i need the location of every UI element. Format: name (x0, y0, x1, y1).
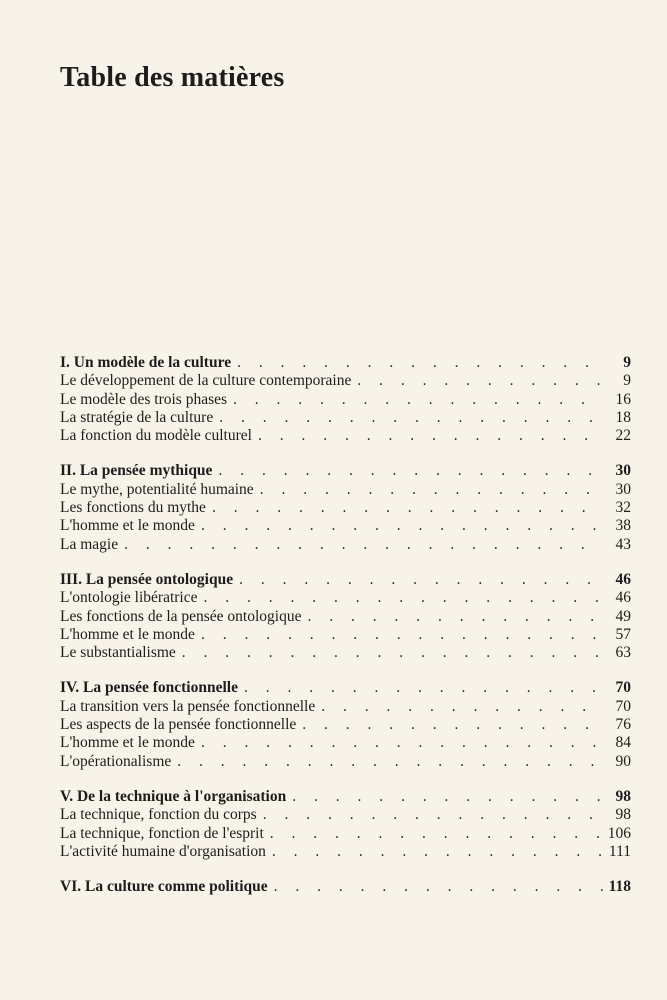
toc-entry[interactable] (60, 644, 631, 662)
toc-page-number: 57 (615, 625, 631, 643)
dot-leader (118, 536, 603, 554)
toc-page-number: 46 (615, 570, 631, 588)
toc-entry-title: Le mythe, potentialité humaine (60, 480, 254, 498)
toc-page-number: 111 (608, 842, 631, 860)
toc-entry-title: La fonction du modèle culturel (60, 427, 252, 445)
toc-page-number: 98 (615, 806, 631, 824)
toc-entry-title: La magie (60, 535, 119, 553)
toc-entry-title: Le modèle des trois phases (60, 390, 228, 408)
toc-entry-title: Le développement de la culture contemporaine (60, 372, 352, 390)
toc-page-number: 70 (615, 697, 631, 715)
dot-leader (195, 734, 603, 752)
toc-page-number: 38 (615, 517, 631, 535)
toc-page-number: 118 (608, 878, 631, 896)
dot-leader (315, 698, 603, 716)
toc-entry-title: L'homme et le monde (60, 625, 195, 643)
toc-entry-title: L'homme et le monde (60, 517, 195, 535)
dot-leader (171, 753, 603, 771)
toc-entry[interactable] (60, 391, 631, 409)
dot-leader (212, 462, 603, 480)
toc-entry[interactable] (60, 734, 631, 752)
toc-chapter-heading[interactable] (60, 788, 631, 806)
toc-entry[interactable] (60, 626, 631, 644)
toc-page-number: 84 (615, 734, 631, 752)
toc-entry[interactable] (60, 589, 631, 607)
toc-chapter-heading[interactable] (60, 878, 631, 896)
toc-entry-title: Le substantialisme (60, 644, 176, 662)
toc-page-number: 9 (623, 372, 631, 390)
toc-entry-title: La stratégie de la culture (60, 408, 214, 426)
toc-entry-title: Les fonctions du mythe (60, 499, 206, 517)
dot-leader (257, 806, 603, 824)
toc-chapter-5 (60, 788, 631, 861)
toc-entry[interactable] (60, 499, 631, 517)
toc-page-number: 49 (615, 607, 631, 625)
dot-leader (252, 427, 603, 445)
dot-leader (254, 481, 603, 499)
dot-leader (296, 716, 603, 734)
toc-chapter-heading[interactable] (60, 571, 631, 589)
toc-entry[interactable] (60, 716, 631, 734)
toc-entry-title: L'homme et le monde (60, 734, 195, 752)
toc-page-number: 30 (615, 480, 631, 498)
toc-page-number: 106 (607, 824, 631, 842)
toc-entry-title: L'activité humaine d'organisation (60, 842, 266, 860)
toc-entry[interactable] (60, 825, 631, 843)
toc-chapter-heading[interactable] (60, 462, 631, 480)
toc-entry[interactable] (60, 427, 631, 445)
toc-entry[interactable] (60, 753, 631, 771)
toc-chapter-title: II. La pensée mythique (60, 462, 213, 480)
toc-entry-title: L'ontologie libératrice (60, 589, 198, 607)
toc-entry[interactable] (60, 608, 631, 626)
toc-entry-title: Les aspects de la pensée fonctionnelle (60, 716, 297, 734)
dot-leader (301, 608, 603, 626)
dot-leader (227, 391, 603, 409)
toc-entry-title: La transition vers la pensée fonctionnelle (60, 697, 316, 715)
dot-leader (176, 644, 603, 662)
toc-page-number: 63 (615, 644, 631, 662)
dot-leader (195, 626, 603, 644)
dot-leader (213, 409, 603, 427)
toc-entry[interactable] (60, 843, 631, 861)
toc-page-number: 22 (615, 427, 631, 445)
toc-page-number: 76 (615, 716, 631, 734)
toc-chapter-3 (60, 571, 631, 662)
dot-leader (233, 571, 603, 589)
toc-page-number: 90 (615, 752, 631, 770)
toc-page-number: 98 (615, 787, 631, 805)
dot-leader (198, 589, 603, 607)
toc-chapter-title: V. De la technique à l'organisation (60, 787, 287, 805)
toc-page-number: 30 (615, 462, 631, 480)
toc-entry[interactable] (60, 536, 631, 554)
toc-entry[interactable] (60, 806, 631, 824)
toc-page-number: 9 (623, 354, 631, 371)
toc-chapter-title: VI. La culture comme politique (60, 878, 268, 896)
toc-chapter-1 (60, 354, 631, 445)
toc-chapter-2 (60, 462, 631, 553)
toc-entry-title: Les fonctions de la pensée ontologique (60, 607, 302, 625)
toc-entry[interactable] (60, 409, 631, 427)
toc-chapter-4 (60, 679, 631, 770)
toc-entry[interactable] (60, 481, 631, 499)
dot-leader (351, 372, 603, 390)
toc-entry[interactable] (60, 698, 631, 716)
toc-page-number: 16 (615, 390, 631, 408)
toc-entry[interactable] (60, 517, 631, 535)
toc-entry-title: L'opérationalisme (60, 752, 172, 770)
toc-entry[interactable] (60, 372, 631, 390)
dot-leader (238, 679, 603, 697)
toc-page-number: 32 (615, 499, 631, 517)
toc-chapter-6 (60, 878, 631, 896)
dot-leader (264, 825, 603, 843)
toc-page-number: 18 (615, 408, 631, 426)
toc-page-number: 70 (615, 679, 631, 697)
toc-chapter-heading[interactable] (60, 679, 631, 697)
toc-entry-title: La technique, fonction du corps (60, 806, 257, 824)
table-of-contents (60, 354, 631, 913)
toc-chapter-title: III. La pensée ontologique (60, 570, 234, 588)
dot-leader (231, 354, 603, 372)
toc-page-number: 46 (615, 589, 631, 607)
page-title: Table des matières (60, 62, 285, 93)
dot-leader (266, 843, 603, 861)
dot-leader (206, 499, 603, 517)
toc-chapter-title: I. Un modèle de la culture (60, 354, 232, 371)
toc-entry-title: La technique, fonction de l'esprit (60, 824, 264, 842)
dot-leader (195, 517, 603, 535)
toc-page-number: 43 (615, 535, 631, 553)
toc-chapter-title: IV. La pensée fonctionnelle (60, 679, 238, 697)
dot-leader (286, 788, 603, 806)
toc-chapter-heading[interactable] (60, 354, 631, 372)
dot-leader (268, 878, 603, 896)
